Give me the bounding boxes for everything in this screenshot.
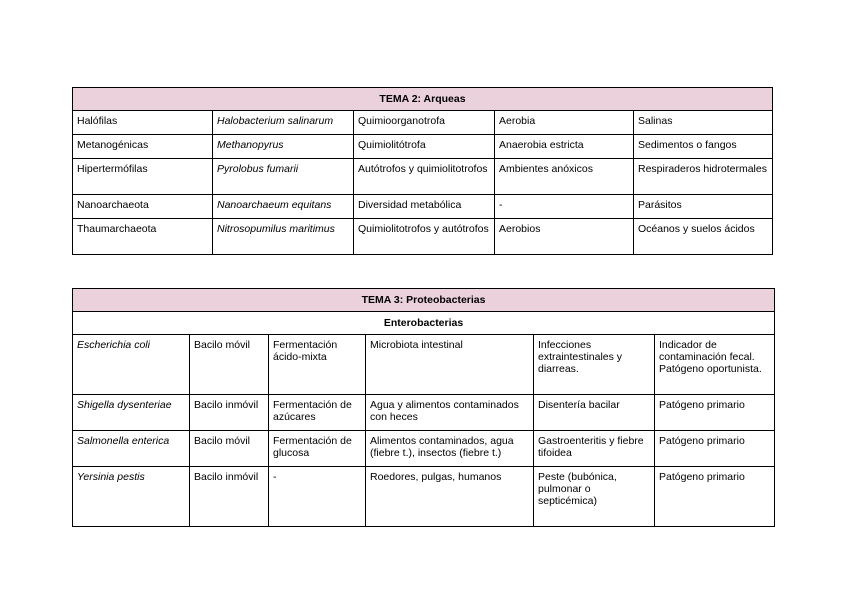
- cell: Roedores, pulgas, humanos: [366, 467, 534, 527]
- cell: Nanoarchaeum equitans: [213, 195, 354, 219]
- cell: Pyrolobus fumarii: [213, 159, 354, 195]
- cell: Nanoarchaeota: [73, 195, 213, 219]
- cell: Océanos y suelos ácidos: [634, 219, 773, 255]
- cell: Agua y alimentos contaminados con heces: [366, 395, 534, 431]
- cell: Ambientes anóxicos: [495, 159, 634, 195]
- cell: Halófilas: [73, 111, 213, 135]
- tema3-subtitle-row: [73, 312, 775, 335]
- cell: Nitrosopumilus maritimus: [213, 219, 354, 255]
- cell: Aerobia: [495, 111, 634, 135]
- table-row: [73, 335, 775, 395]
- cell: Escherichia coli: [73, 335, 190, 395]
- cell: Bacilo móvil: [190, 431, 269, 467]
- cell: Bacilo móvil: [190, 335, 269, 395]
- tema2-title: TEMA 2: Arqueas: [73, 88, 773, 111]
- tema3-title: TEMA 3: Proteobacterias: [73, 289, 775, 312]
- cell: Infecciones extraintestinales y diarreas.: [534, 335, 655, 395]
- cell: Anaerobia estricta: [495, 135, 634, 159]
- cell: Fermentación de glucosa: [269, 431, 366, 467]
- cell: Indicador de contaminación fecal. Patógeno oportunista.: [655, 335, 775, 395]
- cell: Quimioorganotrofa: [354, 111, 495, 135]
- cell: Disentería bacilar: [534, 395, 655, 431]
- cell: Sedimentos o fangos: [634, 135, 773, 159]
- cell: Patógeno primario: [655, 395, 775, 431]
- table-row: [73, 159, 773, 195]
- cell: Parásitos: [634, 195, 773, 219]
- tema2-title-row: [73, 88, 773, 111]
- cell: Yersinia pestis: [73, 467, 190, 527]
- cell: Alimentos contaminados, agua (fiebre t.), insectos (fiebre t.): [366, 431, 534, 467]
- cell: Fermentación ácido-mixta: [269, 335, 366, 395]
- cell: Autótrofos y quimiolitotrofos: [354, 159, 495, 195]
- table-row: [73, 111, 773, 135]
- cell: Quimiolitótrofa: [354, 135, 495, 159]
- cell: Microbiota intestinal: [366, 335, 534, 395]
- cell: Shigella dysenteriae: [73, 395, 190, 431]
- cell: Quimiolitotrofos y autótrofos: [354, 219, 495, 255]
- cell: Salmonella enterica: [73, 431, 190, 467]
- cell: Bacilo inmóvil: [190, 467, 269, 527]
- cell: Peste (bubónica, pulmonar o septicémica): [534, 467, 655, 527]
- table-row: [73, 431, 775, 467]
- cell: Bacilo inmóvil: [190, 395, 269, 431]
- tema3-title-row: [73, 289, 775, 312]
- cell: Diversidad metabólica: [354, 195, 495, 219]
- cell: Gastroenteritis y fiebre tifoidea: [534, 431, 655, 467]
- tema2-table: [72, 87, 773, 255]
- cell: Salinas: [634, 111, 773, 135]
- table-row: [73, 135, 773, 159]
- table-row: [73, 219, 773, 255]
- table-row: [73, 195, 773, 219]
- cell: Respiraderos hidrotermales: [634, 159, 773, 195]
- cell: Hipertermófilas: [73, 159, 213, 195]
- cell: -: [269, 467, 366, 527]
- cell: Metanogénicas: [73, 135, 213, 159]
- cell: Halobacterium salinarum: [213, 111, 354, 135]
- table-row: [73, 395, 775, 431]
- cell: -: [495, 195, 634, 219]
- table-row: [73, 467, 775, 527]
- cell: Patógeno primario: [655, 467, 775, 527]
- cell: Methanopyrus: [213, 135, 354, 159]
- cell: Aerobios: [495, 219, 634, 255]
- tema3-subtitle: Enterobacterias: [73, 312, 775, 335]
- cell: Thaumarchaeota: [73, 219, 213, 255]
- cell: Patógeno primario: [655, 431, 775, 467]
- cell: Fermentación de azúcares: [269, 395, 366, 431]
- tema3-table: [72, 288, 775, 527]
